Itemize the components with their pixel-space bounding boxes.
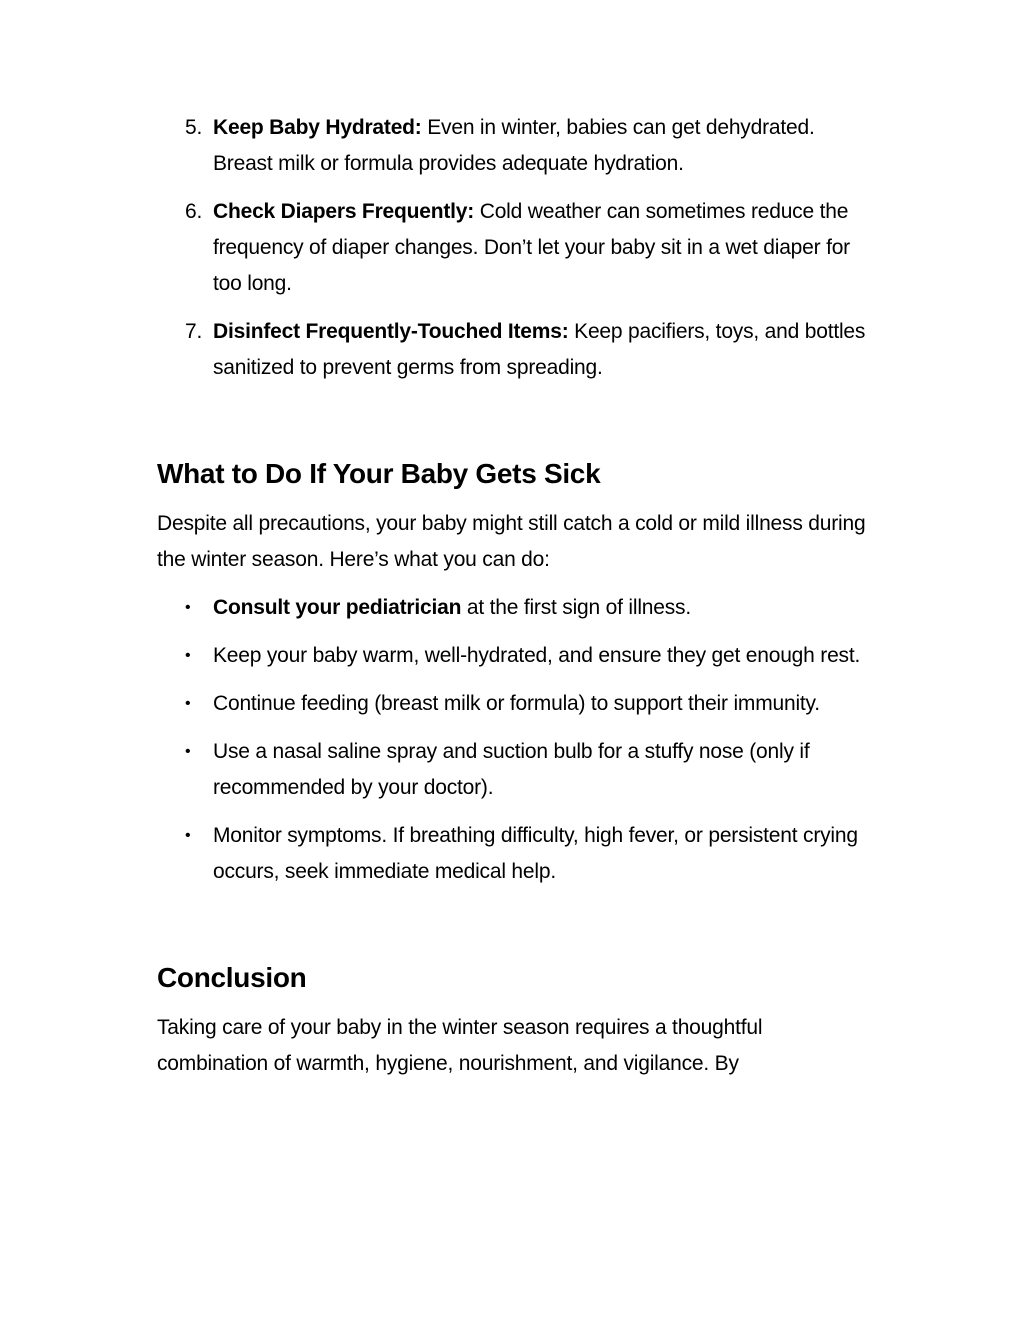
tip-title: Disinfect Frequently-Touched Items: — [213, 320, 569, 343]
list-number: 6. — [185, 200, 203, 223]
tip-title: Keep Baby Hydrated: — [213, 116, 422, 139]
list-number: 5. — [185, 116, 203, 139]
list-item — [157, 734, 877, 806]
bullet-icon: • — [185, 695, 191, 712]
document-page — [157, 110, 877, 1094]
section-heading-conclusion: Conclusion — [157, 962, 307, 993]
list-item-bold: Consult your pediatrician — [213, 596, 462, 619]
bullet-icon: • — [185, 827, 191, 844]
list-item-text: Continue feeding (breast milk or formula) to support their immunity. — [213, 692, 820, 715]
tip-text: Cold weather can sometimes reduce the frequency of diaper changes. Don’t let your baby sit in a wet diaper for too long. — [213, 200, 850, 295]
list-number: 7. — [185, 320, 203, 343]
bullet-icon: • — [185, 599, 191, 616]
conclusion-text: Taking care of your baby in the winter season requires a thoughtful combination of warmth, hygiene, nourishment, and vigilance. By — [157, 1016, 763, 1075]
section-intro: Despite all precautions, your baby might still catch a cold or mild illness during the winter season. Here’s what you can do: — [157, 512, 866, 571]
list-item — [157, 686, 877, 722]
list-item — [157, 590, 877, 626]
list-item-text: at the first sign of illness. — [461, 596, 691, 619]
list-item-text: Keep your baby warm, well-hydrated, and ensure they get enough rest. — [213, 644, 861, 667]
tip-text: Even in winter, babies can get dehydrated. Breast milk or formula provides adequate hydration. — [213, 116, 815, 175]
list-item — [157, 818, 877, 890]
tip-item-disinfect — [157, 314, 877, 386]
tips-list — [157, 110, 877, 386]
list-item-text: Monitor symptoms. If breathing difficulty, high fever, or persistent crying occurs, seek immediate medical help. — [213, 824, 858, 883]
tip-item-diapers — [157, 194, 877, 302]
bullet-icon: • — [185, 743, 191, 760]
section-heading-sick: What to Do If Your Baby Gets Sick — [157, 458, 601, 489]
list-item — [157, 638, 877, 674]
tip-title: Check Diapers Frequently: — [213, 200, 475, 223]
bullet-icon: • — [185, 647, 191, 664]
list-item-text: Use a nasal saline spray and suction bulb for a stuffy nose (only if recommended by your doctor). — [213, 740, 810, 799]
tip-item-hydrated — [157, 110, 877, 182]
tip-text: Keep pacifiers, toys, and bottles sanitized to prevent germs from spreading. — [213, 320, 866, 379]
sick-bullet-list — [157, 590, 877, 890]
